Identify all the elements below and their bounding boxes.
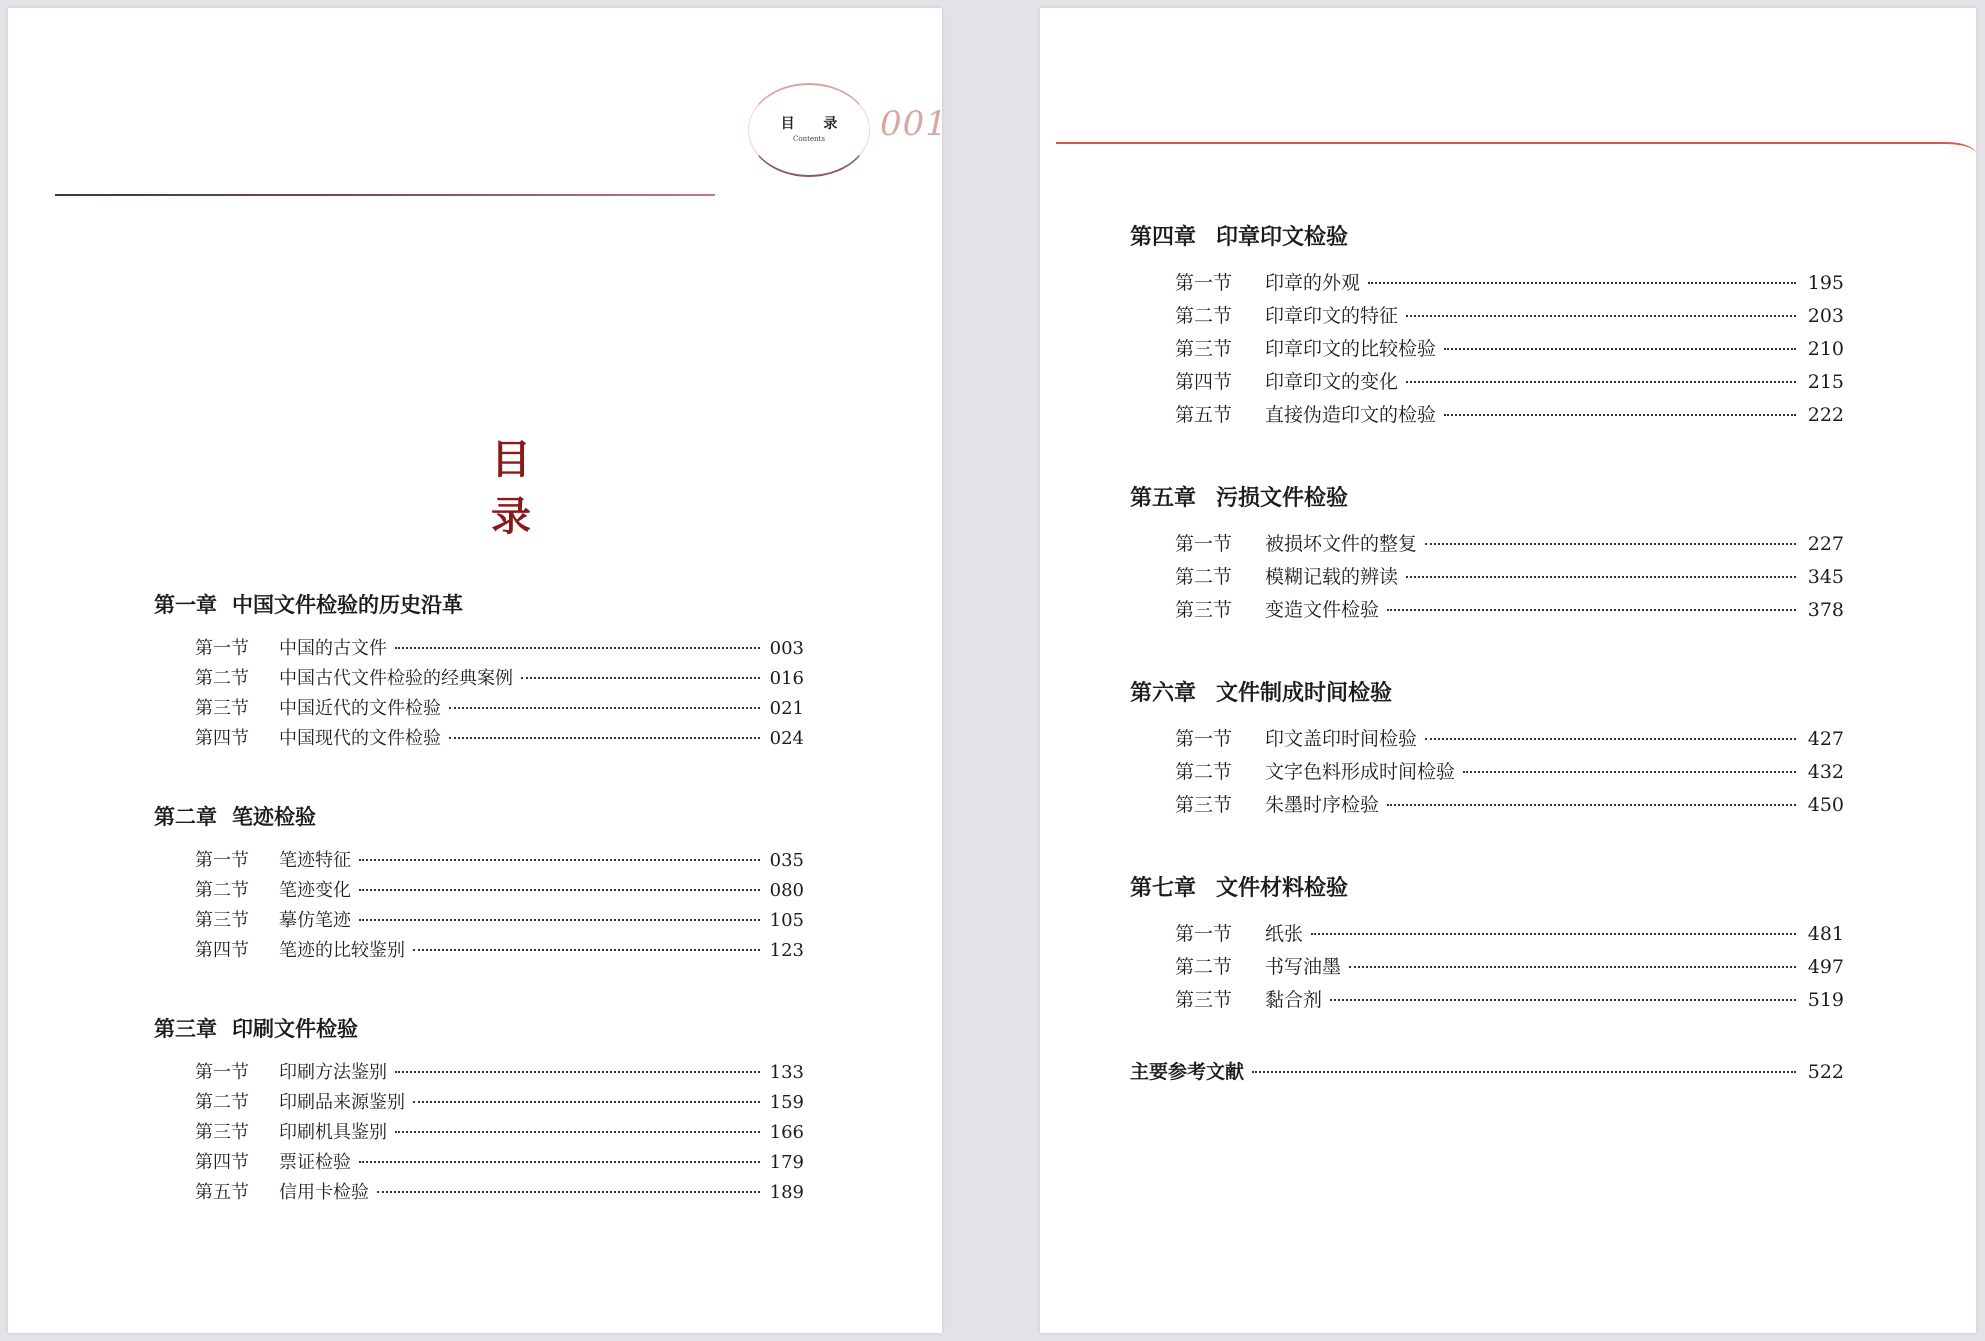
chapter-title: 污损文件检验 [1216, 485, 1349, 511]
dot-leader [413, 1101, 760, 1103]
section-title: 中国的古文件 [279, 638, 387, 659]
section-title: 朱墨时序检验 [1265, 794, 1380, 816]
section-number: 第三节 [1175, 989, 1233, 1011]
section-number: 第二节 [195, 668, 249, 689]
section-page: 345 [1807, 566, 1844, 588]
section-number: 第二节 [1175, 566, 1233, 588]
chapter-heading[interactable] [154, 1014, 804, 1044]
chapter-number: 第四章 [1130, 224, 1197, 250]
dot-leader [395, 647, 760, 649]
toc-entry[interactable] [1175, 300, 1844, 333]
chapter-title: 中国文件检验的历史沿革 [232, 592, 463, 617]
contents-oval-badge [748, 83, 870, 177]
dot-leader [1387, 804, 1796, 806]
dot-leader [521, 677, 760, 679]
section-number: 第五节 [195, 1182, 249, 1203]
toc-entry[interactable] [195, 694, 804, 724]
dot-leader [449, 707, 760, 709]
section-number: 第二节 [1175, 761, 1233, 783]
chapter-number: 第一章 [154, 592, 217, 617]
dot-leader [395, 1071, 760, 1073]
section-page: 222 [1807, 404, 1844, 426]
dot-leader [449, 737, 760, 739]
chapter-heading[interactable] [154, 590, 804, 620]
dot-leader [1368, 282, 1796, 284]
section-page: 450 [1807, 794, 1844, 816]
section-page: 159 [769, 1092, 804, 1113]
section-page: 179 [769, 1152, 804, 1173]
toc-entry[interactable] [195, 876, 804, 906]
toc-entry[interactable] [1175, 756, 1844, 789]
toc-entry[interactable] [1175, 267, 1844, 300]
section-number: 第五节 [1175, 404, 1233, 426]
toc-entry[interactable] [1175, 528, 1844, 561]
section-number: 第二节 [195, 880, 249, 901]
section-number: 第三节 [1175, 794, 1233, 816]
section-number: 第四节 [195, 940, 249, 961]
section-title: 笔迹特征 [279, 850, 351, 871]
chapter-4 [1130, 221, 1844, 432]
dot-leader [359, 859, 760, 861]
dot-leader [359, 919, 760, 921]
toc-entry[interactable] [1175, 333, 1844, 366]
section-title: 笔迹的比较鉴别 [279, 940, 405, 961]
section-page: 497 [1807, 956, 1844, 978]
section-list [154, 846, 804, 966]
header-rule [1056, 142, 1976, 156]
toc-entry[interactable] [195, 936, 804, 966]
section-title: 笔迹变化 [279, 880, 351, 901]
section-title: 文字色料形成时间检验 [1265, 761, 1456, 783]
section-page: 432 [1807, 761, 1844, 783]
section-title: 纸张 [1265, 923, 1304, 945]
toc-left [154, 590, 804, 1208]
dot-leader [359, 1161, 760, 1163]
dot-leader [1444, 414, 1796, 416]
chapter-1 [154, 590, 804, 754]
toc-entry[interactable] [195, 1118, 804, 1148]
page-number: 001 [880, 104, 948, 144]
section-page: 227 [1807, 533, 1844, 555]
references-entry[interactable] [1130, 1055, 1844, 1089]
section-title: 黏合剂 [1265, 989, 1323, 1011]
chapter-heading[interactable] [1130, 872, 1844, 904]
chapter-number: 第三章 [154, 1016, 217, 1041]
section-list [1130, 723, 1844, 822]
chapter-heading[interactable] [154, 802, 804, 832]
section-title: 中国现代的文件检验 [279, 728, 441, 749]
section-title: 书写油墨 [1265, 956, 1342, 978]
right-page [1040, 8, 1976, 1333]
section-page: 215 [1807, 371, 1844, 393]
section-number: 第二节 [1175, 305, 1233, 327]
chapter-5 [1130, 482, 1844, 627]
section-page: 189 [769, 1182, 804, 1203]
section-number: 第三节 [1175, 338, 1233, 360]
section-page: 481 [1807, 923, 1844, 945]
chapter-number: 第七章 [1130, 875, 1197, 901]
chapter-title: 印刷文件检验 [232, 1016, 358, 1041]
toc-right [1130, 221, 1844, 1089]
section-page: 378 [1807, 599, 1844, 621]
chapter-7 [1130, 872, 1844, 1017]
dot-leader [1387, 609, 1796, 611]
toc-entry[interactable] [1175, 561, 1844, 594]
chapter-number: 第六章 [1130, 680, 1197, 706]
toc-entry[interactable] [195, 1088, 804, 1118]
toc-entry[interactable] [195, 664, 804, 694]
chapter-number: 第二章 [154, 804, 217, 829]
section-number: 第三节 [195, 698, 249, 719]
toc-entry[interactable] [195, 724, 804, 754]
references-page: 522 [1807, 1061, 1844, 1083]
section-title: 印刷方法鉴别 [279, 1062, 387, 1083]
section-title: 印章印文的特征 [1265, 305, 1399, 327]
section-number: 第一节 [1175, 272, 1233, 294]
section-title: 中国近代的文件检验 [279, 698, 441, 719]
section-page: 105 [769, 910, 804, 931]
section-number: 第一节 [1175, 728, 1233, 750]
references-title: 主要参考文献 [1130, 1061, 1245, 1083]
section-title: 变造文件检验 [1265, 599, 1380, 621]
toc-entry[interactable] [1175, 918, 1844, 951]
chapter-number: 第五章 [1130, 485, 1197, 511]
section-title: 印刷机具鉴别 [279, 1122, 387, 1143]
section-page: 016 [769, 668, 804, 689]
section-title: 印章印文的比较检验 [1265, 338, 1437, 360]
chapter-heading[interactable] [1130, 482, 1844, 514]
section-page: 203 [1807, 305, 1844, 327]
chapter-heading[interactable] [1130, 221, 1844, 253]
section-number: 第三节 [195, 1122, 249, 1143]
dot-leader [413, 949, 760, 951]
section-number: 第一节 [195, 638, 249, 659]
section-title: 摹仿笔迹 [279, 910, 351, 931]
toc-entry[interactable] [1175, 723, 1844, 756]
section-number: 第二节 [195, 1092, 249, 1113]
dot-leader [1444, 348, 1796, 350]
section-title: 印章印文的变化 [1265, 371, 1399, 393]
section-page: 024 [769, 728, 804, 749]
section-page: 195 [1807, 272, 1844, 294]
section-page: 166 [769, 1122, 804, 1143]
section-title: 模糊记载的辨读 [1265, 566, 1399, 588]
section-list [1130, 267, 1844, 432]
section-page: 519 [1807, 989, 1844, 1011]
section-page: 210 [1807, 338, 1844, 360]
toc-entry[interactable] [1175, 366, 1844, 399]
dot-leader [1349, 966, 1796, 968]
dot-leader [377, 1191, 760, 1193]
section-list [1130, 528, 1844, 627]
oval-title: 目 录 [780, 116, 850, 132]
section-page: 123 [769, 940, 804, 961]
section-title: 印刷品来源鉴别 [279, 1092, 405, 1113]
section-title: 印文盖印时间检验 [1265, 728, 1418, 750]
section-title: 票证检验 [279, 1152, 351, 1173]
toc-entry[interactable] [195, 1058, 804, 1088]
chapter-title: 印章印文检验 [1216, 224, 1349, 250]
dot-leader [359, 889, 760, 891]
header-rule [55, 194, 715, 196]
toc-entry[interactable] [1175, 399, 1844, 432]
dot-leader [1406, 381, 1796, 383]
section-title: 直接伪造印文的检验 [1265, 404, 1437, 426]
section-list [1130, 918, 1844, 1017]
toc-entry[interactable] [195, 1148, 804, 1178]
toc-entry[interactable] [1175, 984, 1844, 1017]
section-number: 第四节 [195, 1152, 249, 1173]
section-page: 035 [769, 850, 804, 871]
dot-leader [1311, 933, 1796, 935]
chapter-title: 文件材料检验 [1216, 875, 1349, 901]
section-number: 第四节 [1175, 371, 1233, 393]
chapter-3 [154, 1014, 804, 1208]
dot-leader [395, 1131, 760, 1133]
toc-entry[interactable] [1175, 789, 1844, 822]
chapter-title: 文件制成时间检验 [1216, 680, 1393, 706]
section-number: 第一节 [1175, 923, 1233, 945]
dot-leader [1406, 576, 1796, 578]
toc-entry[interactable] [1175, 951, 1844, 984]
section-number: 第三节 [1175, 599, 1233, 621]
section-number: 第二节 [1175, 956, 1233, 978]
section-list [154, 634, 804, 754]
toc-entry[interactable] [1175, 594, 1844, 627]
toc-entry[interactable] [195, 634, 804, 664]
section-number: 第一节 [195, 1062, 249, 1083]
section-page: 133 [769, 1062, 804, 1083]
chapter-6 [1130, 677, 1844, 822]
dot-leader [1463, 771, 1796, 773]
chapter-heading[interactable] [1130, 677, 1844, 709]
section-title: 被损坏文件的整复 [1265, 533, 1418, 555]
section-page: 003 [769, 638, 804, 659]
section-number: 第一节 [1175, 533, 1233, 555]
chapter-2 [154, 802, 804, 966]
toc-entry[interactable] [195, 906, 804, 936]
oval-subtitle: Contents [793, 135, 825, 143]
chapter-title: 笔迹检验 [232, 804, 316, 829]
toc-entry[interactable] [195, 846, 804, 876]
dot-leader [1330, 999, 1796, 1001]
toc-entry[interactable] [195, 1178, 804, 1208]
left-page [8, 8, 948, 1333]
section-title: 印章的外观 [1265, 272, 1361, 294]
section-title: 信用卡检验 [279, 1182, 369, 1203]
section-page: 021 [769, 698, 804, 719]
section-title: 中国古代文件检验的经典案例 [279, 668, 513, 689]
page-title: 目 录 [491, 436, 577, 540]
section-number: 第一节 [195, 850, 249, 871]
dot-leader [1425, 543, 1796, 545]
dot-leader [1252, 1071, 1796, 1073]
section-page: 080 [769, 880, 804, 901]
section-page: 427 [1807, 728, 1844, 750]
dot-leader [1425, 738, 1796, 740]
section-list [154, 1058, 804, 1208]
dot-leader [1406, 315, 1796, 317]
section-number: 第四节 [195, 728, 249, 749]
section-number: 第三节 [195, 910, 249, 931]
